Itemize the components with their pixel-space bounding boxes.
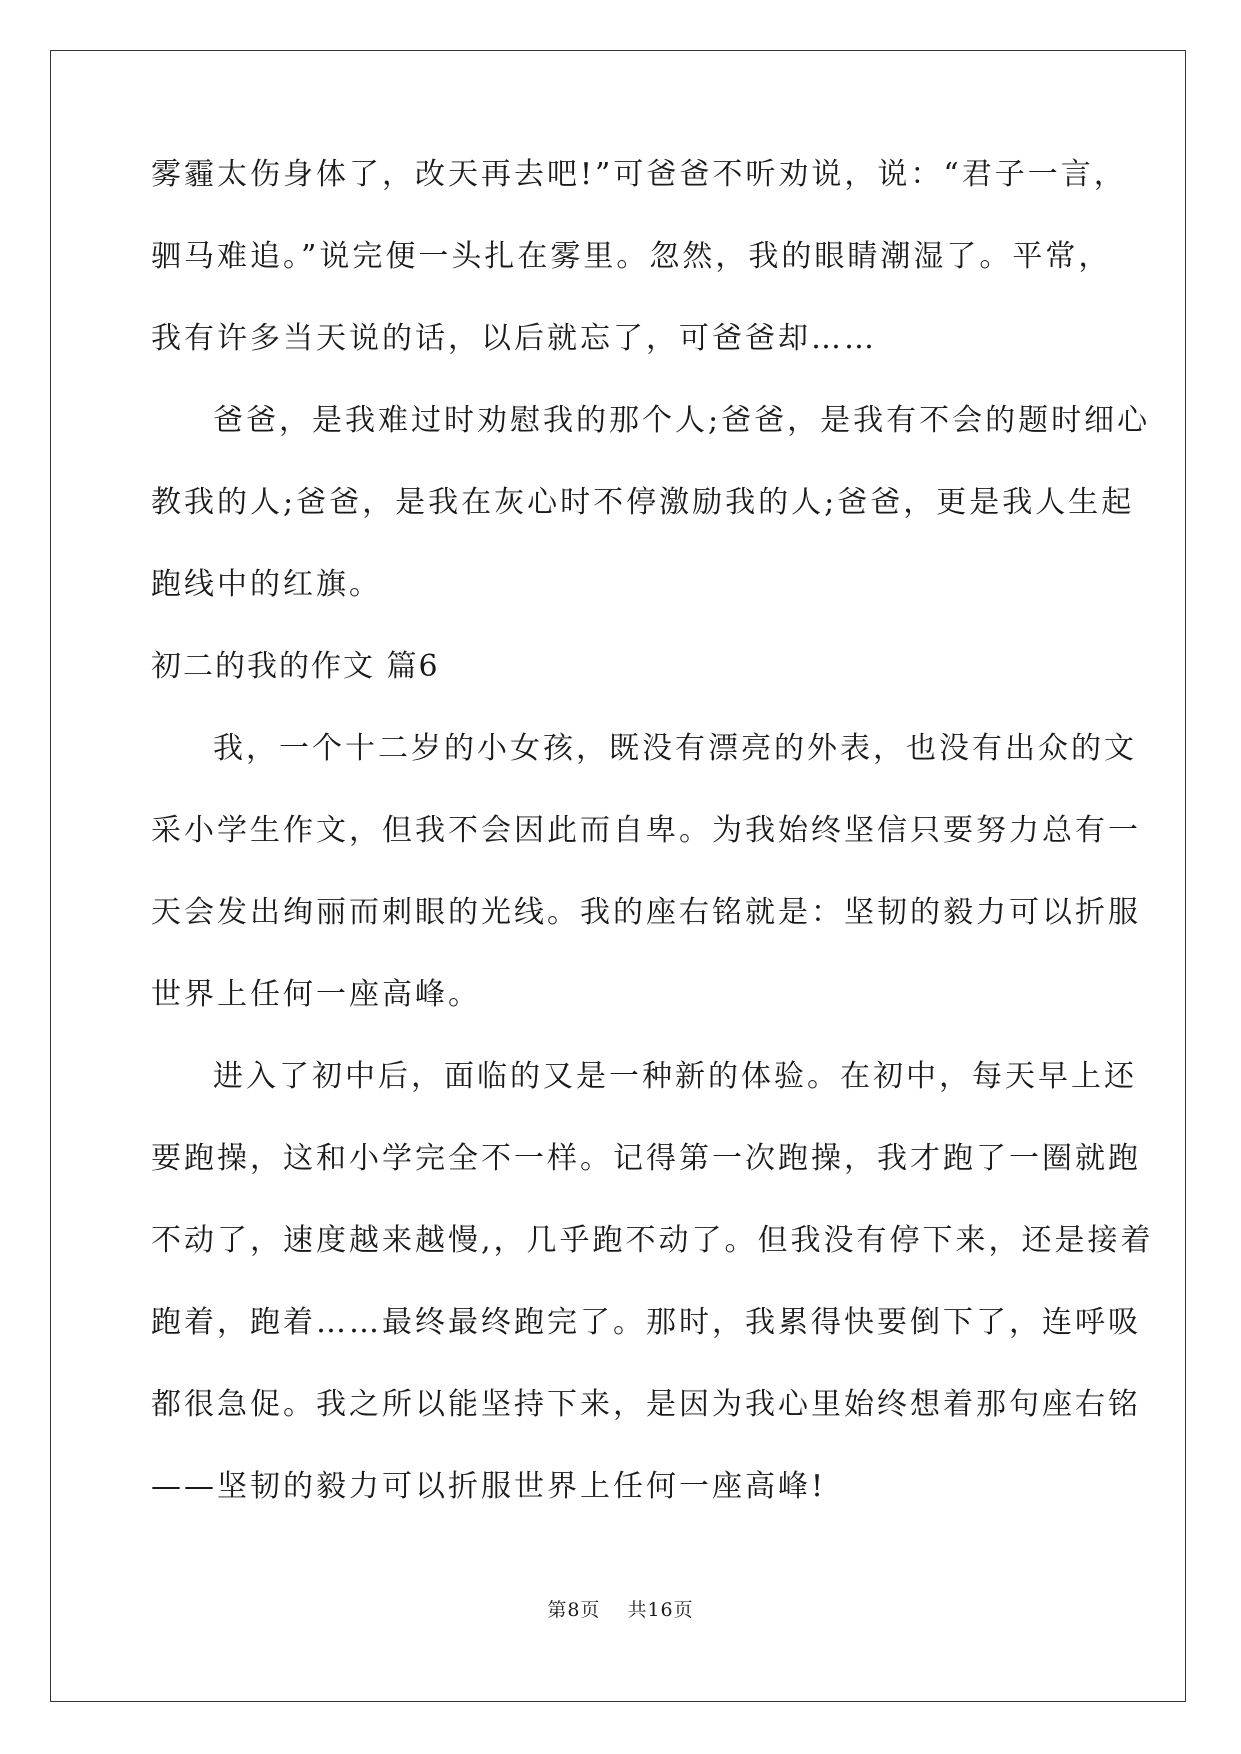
paragraph-line: 进入了初中后，面临的又是一种新的体验。在初中，每天早上还 xyxy=(213,1059,1137,1094)
paragraph-line: 跑着，跑着……最终最终跑完了。那时，我累得快要倒下了，连呼吸 xyxy=(151,1305,1141,1340)
paragraph-line: 都很急促。我之所以能坚持下来，是因为我心里始终想着那句座右铭 xyxy=(151,1387,1141,1422)
paragraph-line: 雾霾太伤身体了，改天再去吧!”可爸爸不听劝说，说：“君子一言， xyxy=(151,157,1127,192)
section-heading: 初二的我的作文 篇6 xyxy=(151,649,440,684)
page-number-current: 第8页 xyxy=(547,1599,601,1621)
paragraph-line: 我有许多当天说的话，以后就忘了，可爸爸却…… xyxy=(151,321,877,356)
page-number-total: 共16页 xyxy=(627,1599,694,1621)
paragraph-line: 我，一个十二岁的小女孩，既没有漂亮的外表，也没有出众的文 xyxy=(213,731,1137,766)
paragraph-line: 世界上任何一座高峰。 xyxy=(151,977,481,1012)
document-body xyxy=(151,134,1154,1528)
paragraph-line: 要跑操，这和小学完全不一样。记得第一次跑操，我才跑了一圈就跑 xyxy=(151,1141,1141,1176)
paragraph-line: 教我的人;爸爸，是我在灰心时不停激励我的人;爸爸，更是我人生起 xyxy=(151,485,1135,520)
paragraph-line: 天会发出绚丽而刺眼的光线。我的座右铭就是：坚韧的毅力可以折服 xyxy=(151,895,1141,930)
paragraph-line: ——坚韧的毅力可以折服世界上任何一座高峰! xyxy=(151,1469,827,1504)
paragraph-line: 不动了，速度越来越慢,，几乎跑不动了。但我没有停下来，还是接着 xyxy=(151,1223,1154,1258)
paragraph-line: 驷马难追。”说完便一头扎在雾里。忽然，我的眼睛潮湿了。平常， xyxy=(151,239,1112,274)
paragraph-line: 采小学生作文，但我不会因此而自卑。为我始终坚信只要努力总有一 xyxy=(151,813,1141,848)
paragraph-line: 跑线中的红旗。 xyxy=(151,567,382,602)
page-footer xyxy=(0,1595,1241,1622)
paragraph-line: 爸爸，是我难过时劝慰我的那个人;爸爸，是我有不会的题时细心 xyxy=(213,403,1151,438)
